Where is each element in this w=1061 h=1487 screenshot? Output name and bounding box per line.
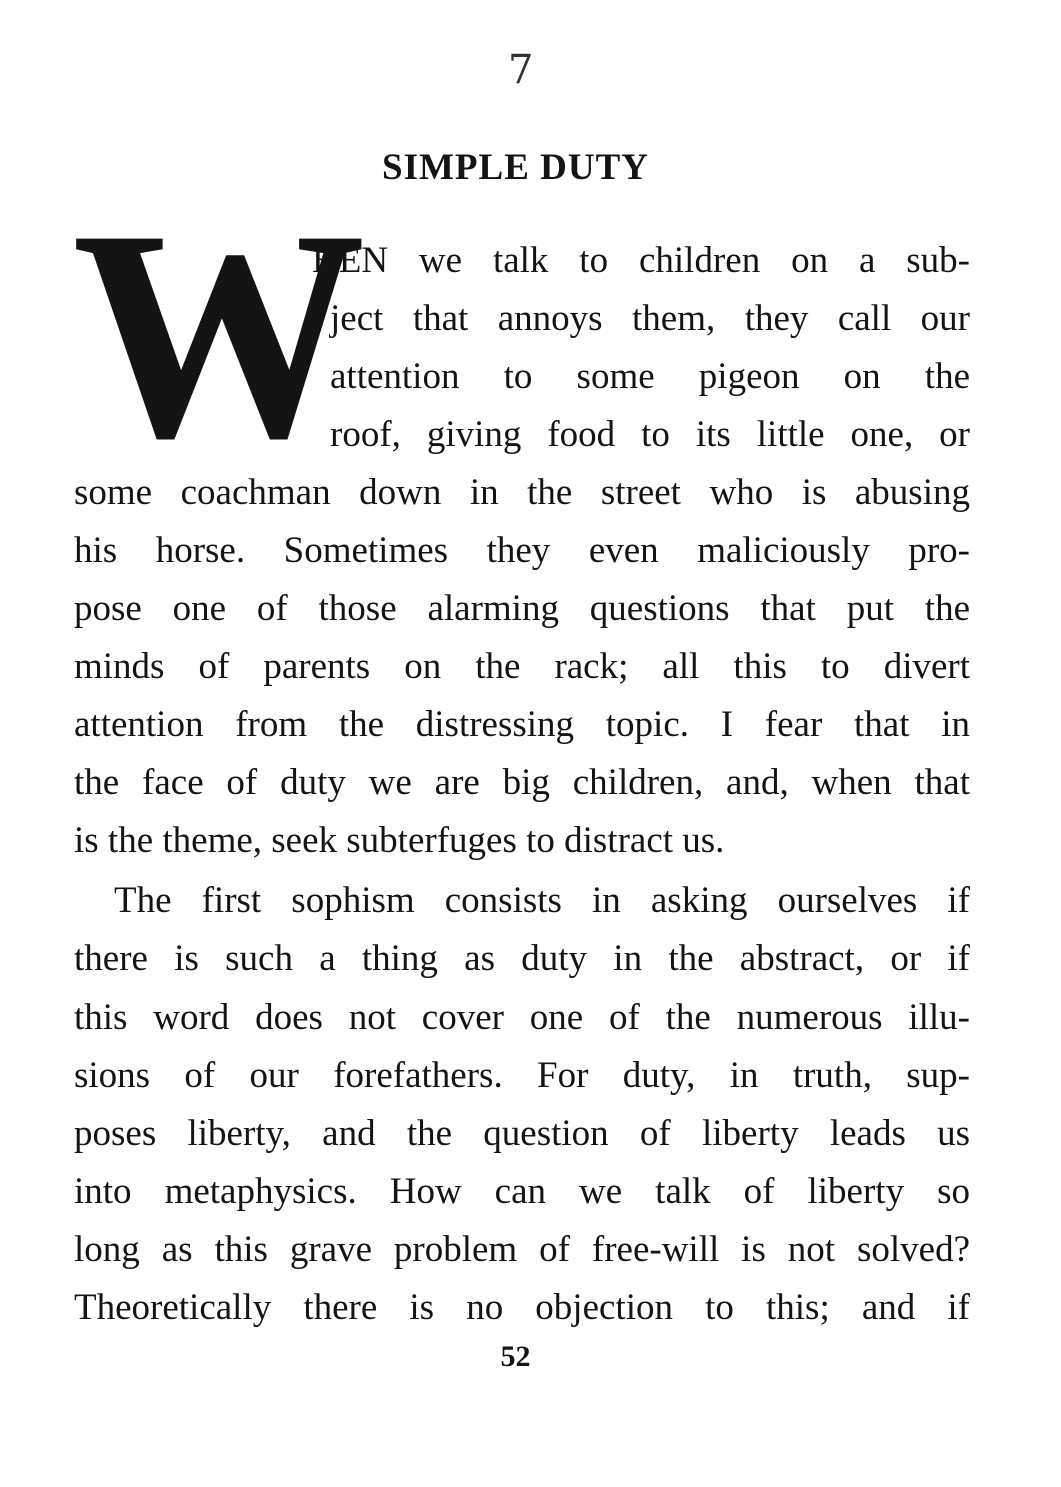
text-line: minds of parents on the rack; all this to divert: [74, 646, 970, 687]
chapter-number: 7: [508, 47, 534, 93]
drop-cap-initial: W: [72, 168, 366, 500]
text-line: the face of duty we are big children, and, when that: [74, 762, 970, 803]
text-line: roof, giving food to its little one, or: [330, 414, 970, 455]
text-line: poses liberty, and the question of liberty leads us: [74, 1113, 970, 1154]
text-line: HEN we talk to children on a sub-: [312, 240, 970, 281]
text-line: long as this grave problem of free-will is not solved?: [74, 1229, 970, 1270]
text-line: The first sophism consists in asking ourselves if: [114, 880, 970, 921]
text-line: ject that annoys them, they call our: [330, 298, 970, 339]
text-line: attention from the distressing topic. I fear that in: [74, 704, 970, 745]
text-line: his horse. Sometimes they even maliciously pro-: [74, 530, 970, 571]
text-line: into metaphysics. How can we talk of liberty so: [74, 1171, 970, 1212]
text-line: is the theme, seek subterfuges to distract us.: [74, 820, 725, 861]
text-line: some coachman down in the street who is abusing: [74, 472, 970, 513]
text-line: sions of our forefathers. For duty, in truth, sup-: [74, 1055, 970, 1096]
text-line: this word does not cover one of the numerous illu-: [74, 997, 970, 1038]
page-number: 52: [500, 1340, 531, 1373]
text-line: there is such a thing as duty in the abstract, or if: [74, 938, 970, 979]
chapter-title: SIMPLE DUTY: [382, 147, 649, 188]
text-line: pose one of those alarming questions that put the: [74, 588, 970, 629]
text-line: Theoretically there is no objection to this; and if: [74, 1287, 970, 1328]
text-line: attention to some pigeon on the: [330, 356, 970, 397]
